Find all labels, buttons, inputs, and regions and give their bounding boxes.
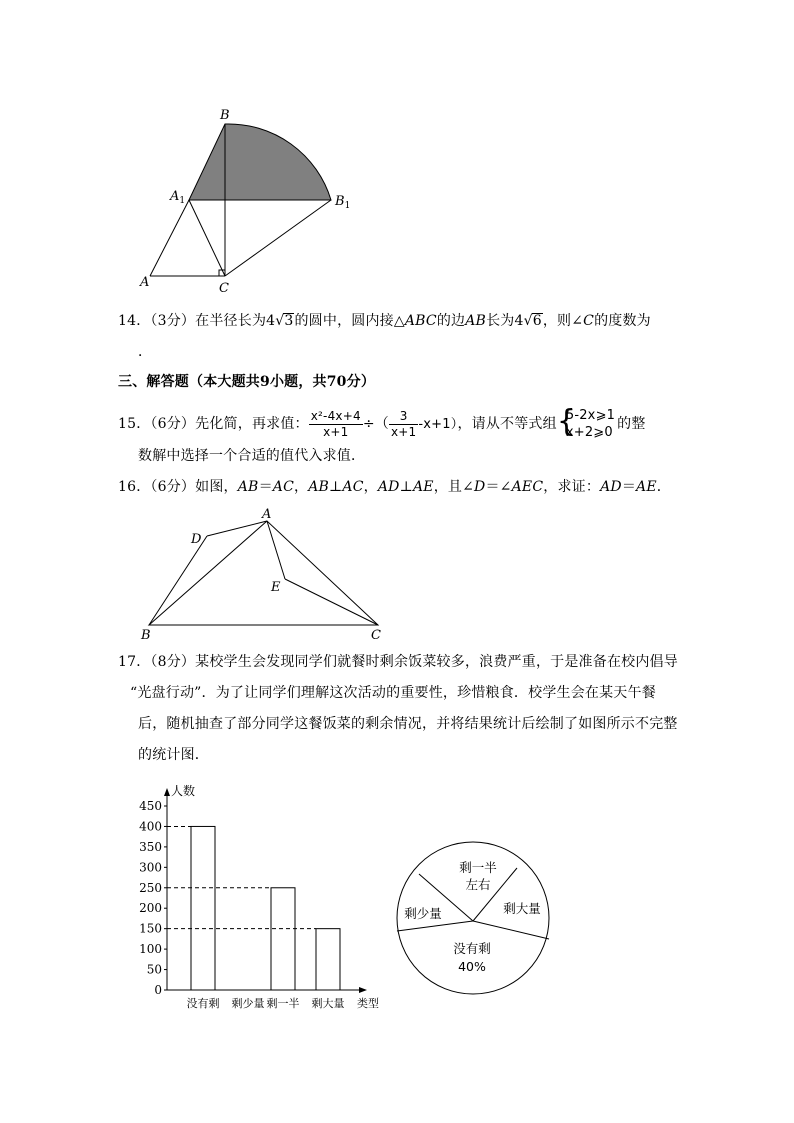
label-E: E <box>271 580 281 595</box>
label-A: A <box>262 507 272 522</box>
q15-text: 先化简，再求值： <box>195 416 309 432</box>
figure-q16 <box>135 505 395 645</box>
bar <box>191 826 215 990</box>
label-A: A <box>140 275 150 290</box>
x-tick-label: 没有剩 <box>186 997 220 1010</box>
label-B1: $B_1$ <box>335 194 351 211</box>
question-number: 15． <box>118 416 151 432</box>
radius-value: 4√3 <box>266 313 294 329</box>
question-15 <box>118 404 646 442</box>
question-14 <box>118 311 651 331</box>
q16-text: ＝ <box>258 479 273 495</box>
q14-text: ，则∠ <box>542 313 584 329</box>
q16-text: ，求证： <box>543 479 601 495</box>
y-tick-label: 400 <box>139 819 162 834</box>
inequality-2: x+2⩾0 <box>565 425 613 440</box>
label-C: C <box>219 281 229 296</box>
y-tick-label: 300 <box>139 860 162 875</box>
x-tick-label: 剩大量 <box>311 997 345 1010</box>
y-tick-label: 0 <box>154 983 162 997</box>
x-tick-label: 剩少量 <box>231 997 265 1010</box>
q14-text: 长为 <box>486 313 515 329</box>
q16-text: ＝ <box>621 479 637 495</box>
inequality-system <box>556 404 616 441</box>
score: （3分） <box>150 313 196 329</box>
pie-chart <box>390 835 560 1005</box>
len-coef: 4 <box>514 313 524 329</box>
question-15-line2: 数解中选择一个合适的值代入求值． <box>138 448 366 464</box>
score: （8分） <box>150 654 196 670</box>
q16-var: AD <box>600 479 622 495</box>
q16-text: ． <box>656 479 671 495</box>
y-tick-label: 150 <box>139 921 162 936</box>
q15-expr: -x+1） <box>418 417 458 432</box>
segment-C-B1 <box>225 200 331 276</box>
q14-var: ABC <box>404 313 437 329</box>
label-D: D <box>191 532 202 547</box>
section-title: 三、解答题（本大题共9小题，共70分） <box>118 374 376 390</box>
q16-text: ⊥ <box>399 479 413 495</box>
q17-text: 某校学生会发现同学们就餐时剩余饭菜较多，浪费严重，于是准备在校内倡导 <box>195 654 678 670</box>
q16-text: ＝∠ <box>485 479 512 495</box>
pie-slice-label: 左右 <box>465 877 491 892</box>
fraction-1-numerator: x²-4x+4 <box>310 408 361 423</box>
fraction-2 <box>389 409 418 440</box>
y-axis-arrow-icon <box>164 788 170 796</box>
y-tick-label: 50 <box>146 962 162 977</box>
brace: { <box>556 404 577 439</box>
side-length-value: 4√6 <box>514 313 542 329</box>
q16-var: D <box>474 479 486 495</box>
fraction-2-denominator: x+1 <box>390 424 417 439</box>
fraction-1-denominator: x+1 <box>323 424 349 439</box>
segment-D-B <box>149 536 207 625</box>
q16-text: 如图， <box>195 479 238 495</box>
fraction-1 <box>309 409 363 440</box>
y-tick-label: 250 <box>139 880 162 895</box>
label-B: B <box>141 628 151 643</box>
q16-text: ，且∠ <box>433 479 475 495</box>
q16-var: AE <box>412 479 434 495</box>
inequality-1: 5-2x⩾1 <box>565 408 616 423</box>
label-B: B <box>220 108 230 123</box>
question-17 <box>118 652 678 672</box>
x-axis-label: 类型 <box>357 997 379 1010</box>
score: （6分） <box>150 479 196 495</box>
pie-slice-label: 40% <box>458 959 486 974</box>
q15-text: ，请从不等式组 <box>457 416 557 432</box>
q14-var: C <box>583 313 595 329</box>
bar <box>271 888 295 990</box>
q14-var: AB <box>465 313 487 329</box>
question-14-cont: ． <box>138 344 153 360</box>
question-17-line2: “光盘行动”．为了让同学们理解这次活动的重要性，珍惜粮食．校学生会在某天午餐 <box>130 685 656 701</box>
question-number: 16． <box>118 479 151 495</box>
fraction-2-numerator: 3 <box>389 409 418 425</box>
segment-E-C <box>285 579 378 625</box>
y-tick-label: 200 <box>139 901 162 916</box>
q16-var: AC <box>272 479 294 495</box>
score: （6分） <box>150 416 196 432</box>
y-axis-label: 人数 <box>171 784 196 798</box>
bar-chart <box>130 778 390 1018</box>
q16-var: AB <box>237 479 259 495</box>
label-A1: $A_1$ <box>170 189 186 206</box>
figure-rotated-triangle <box>130 100 370 300</box>
question-17-line4: 的统计图． <box>138 747 209 763</box>
pie-slice-label: 剩大量 <box>503 901 541 916</box>
bar <box>316 929 340 990</box>
q15-text: 的整 <box>617 416 646 432</box>
q14-text: 在半径长为 <box>195 313 267 329</box>
segment-A-A1 <box>150 200 189 276</box>
y-tick-label: 350 <box>139 839 162 854</box>
x-axis-arrow-icon <box>359 987 367 993</box>
shaded-region <box>189 124 331 200</box>
q16-text: ， <box>363 479 378 495</box>
y-tick-label: 450 <box>139 799 162 813</box>
q15-text: ÷（ <box>362 416 389 432</box>
radius-radicand: 3 <box>284 313 294 329</box>
question-number: 17． <box>118 654 151 670</box>
label-C: C <box>371 628 381 643</box>
pie-slice-label: 剩少量 <box>404 906 442 921</box>
q16-var: AD <box>377 479 400 495</box>
question-17-line3: 后，随机抽查了部分同学这餐饭菜的剩余情况，并将结果统计后绘制了如图所示不完整 <box>138 716 678 732</box>
y-tick-label: 100 <box>139 942 162 957</box>
q16-text: ， <box>294 479 309 495</box>
q14-text: 的度数为 <box>594 313 651 329</box>
radius-coef: 4 <box>266 313 276 329</box>
segment-A1-C <box>189 200 225 276</box>
q16-var: AB <box>308 479 330 495</box>
len-radicand: 6 <box>532 313 542 329</box>
q16-var: AE <box>636 479 657 495</box>
q14-text: 的边 <box>436 313 466 329</box>
question-number: 14． <box>118 313 151 329</box>
q16-text: ⊥ <box>329 479 343 495</box>
q14-text: 的圆中，圆内接△ <box>294 313 405 329</box>
q16-var: AEC <box>511 479 544 495</box>
pie-slice-label: 剩一半 <box>459 860 497 875</box>
pie-slice-label: 没有剩 <box>453 941 491 956</box>
x-tick-label: 剩一半 <box>266 997 300 1010</box>
question-16 <box>118 477 671 497</box>
q16-var: AC <box>342 479 364 495</box>
